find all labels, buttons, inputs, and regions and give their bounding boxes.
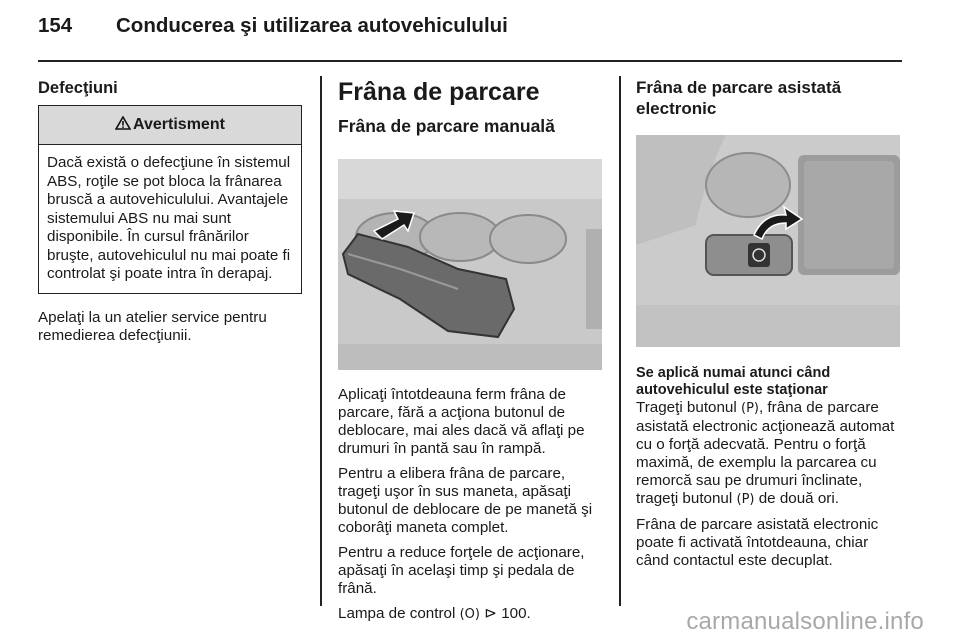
text-span: Trageţi butonul <box>636 399 737 416</box>
text-span: , frâna de parcare asistată electronic acţionează automat cu o forţă adecvată. Pentru o forţă maximă, de exemplu la parcarea cu remorcă sau pe drumuri înclinate, trageţi butonul <box>636 399 895 507</box>
note-stationary: Se aplică numai atunci când autovehiculul este staţionar <box>636 365 831 398</box>
paragraph: Pentru a elibera frâna de parcare, trageţi uşor în sus maneta, apăsaţi butonul de deblocare de pe manetă şi coborâţi maneta complet. <box>338 465 593 536</box>
electronic-brake-image <box>636 135 900 347</box>
column-parking-brake <box>338 78 602 631</box>
column-divider-2 <box>619 76 621 606</box>
warning-text: Dacă există o defecţiune în sistemul ABS, roţile se pot bloca la frânarea bruscă a autovehiculului. Avantajele sistemului ABS nu mai sunt disponibile. În cursul frânărilor bruşte, autovehiculul nu mai poate fi controlat şi poate intra în derapaj. <box>47 154 291 282</box>
brake-lamp-icon: (O) <box>459 607 480 622</box>
manual-handbrake-image <box>338 159 602 370</box>
column-electronic-brake <box>636 78 900 577</box>
paragraph: Frâna de parcare asistată electronic poate fi activată întotdeauna, chiar când contactul este decuplat. <box>636 516 879 569</box>
paragraph: Aplicaţi întotdeauna ferm frâna de parcare, fără a acţiona butonul de deblocare, mai ales dacă vă aflaţi pe drumuri în pantă sau în rampă. <box>338 386 585 457</box>
lamp-text: Lampa de control <box>338 605 456 622</box>
section-title-parking-brake: Frâna de parcare <box>338 78 540 106</box>
page-number: 154 <box>38 14 73 37</box>
paragraph-button <box>636 399 900 509</box>
lamp-page-ref: 100. <box>501 605 531 622</box>
page-ref-arrow-icon: ⊳ <box>484 605 497 622</box>
epb-button-icon: (P) <box>736 492 755 507</box>
page-header <box>38 14 508 38</box>
section-title-electronic-brake: Frâna de parcare asistată electronic <box>636 78 842 118</box>
header-rule <box>38 60 902 62</box>
watermark: carmanualsonline.info <box>686 608 924 635</box>
text-span: de două ori. <box>758 490 839 507</box>
chapter-title: Conducerea şi utilizarea autovehiculului <box>116 14 508 37</box>
paragraph-lamp <box>338 605 602 624</box>
warning-title: Avertisment <box>133 116 225 133</box>
column-defects <box>38 78 302 352</box>
paragraph: Pentru a reduce forţele de acţionare, apăsaţi în acelaşi timp şi pedala de frână. <box>338 544 585 597</box>
warning-header <box>39 106 301 145</box>
section-heading-defects: Defecţiuni <box>38 79 118 97</box>
epb-button-icon: (P) <box>741 401 759 416</box>
warning-box <box>38 105 302 294</box>
warning-triangle-icon <box>115 116 131 135</box>
subsection-title-manual: Frâna de parcare manuală <box>338 116 555 136</box>
paragraph: Apelaţi la un atelier service pentru remedierea defecţiunii. <box>38 308 267 344</box>
column-divider-1 <box>320 76 322 606</box>
